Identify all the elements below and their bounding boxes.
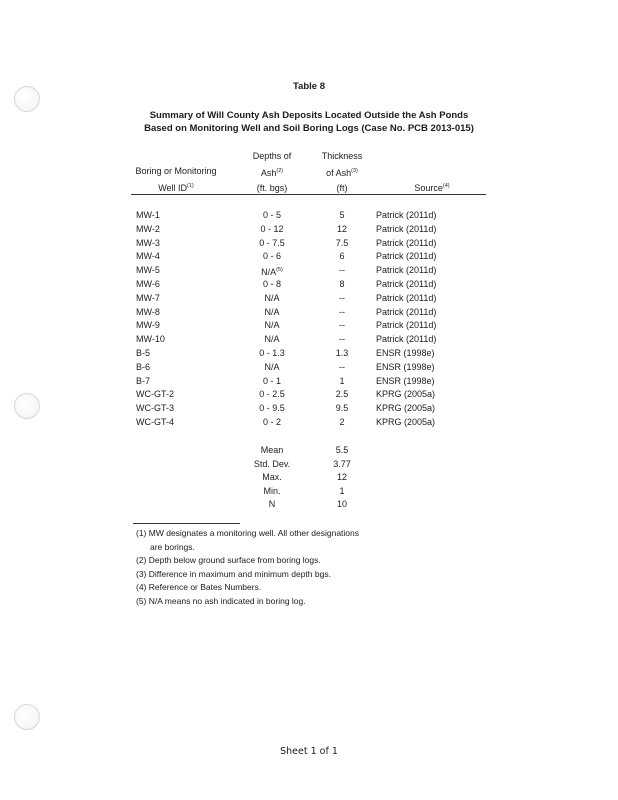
depth-cell <box>240 374 304 388</box>
header-thickness: Thickness of Ash$^{(3)}$ (ft) <box>321 151 363 193</box>
source-cell: Patrick (2011d) <box>376 251 437 262</box>
source-cell: Patrick (2011d) <box>376 279 437 289</box>
well-id-cell: MW-9 <box>136 320 160 331</box>
depth-cell <box>240 305 304 319</box>
source-cell: KPRG (2005a) <box>376 403 436 414</box>
stat-label: N <box>268 499 276 510</box>
stat-label: Mean <box>260 445 284 455</box>
depth-value: 0 - 2 <box>262 417 281 427</box>
depth-cell <box>240 415 304 429</box>
source-cell: ENSR (1998e) <box>376 348 435 358</box>
source-cell: ENSR (1998e) <box>376 375 435 386</box>
table-row <box>0 291 618 305</box>
well-id-cell: MW-3 <box>136 237 160 248</box>
footnote-rule <box>133 523 240 524</box>
depth-cell <box>240 208 304 222</box>
footnote-line: (1) MW designates a monitoring well. All other designations <box>136 528 359 538</box>
depth-value: 0 - 12 <box>260 223 284 234</box>
thickness-cell: 7.5 <box>335 237 349 248</box>
source-cell: Patrick (2011d) <box>376 320 437 331</box>
well-id-cell: B-7 <box>136 375 151 386</box>
footnote-line: are borings. <box>150 541 195 552</box>
stat-value: 1 <box>339 485 345 496</box>
well-id-cell: MW-8 <box>136 306 160 317</box>
table-subtitle-line-1: Summary of Will County Ash Deposits Located Outside the Ash Ponds <box>149 110 469 121</box>
thickness-cell: -- <box>339 292 345 303</box>
table-row <box>0 346 618 360</box>
stat-label: Max. <box>262 472 282 483</box>
thickness-cell: -- <box>339 334 345 345</box>
depth-cell <box>240 249 304 263</box>
thickness-cell: 8 <box>339 279 345 289</box>
source-cell: Patrick (2011d) <box>376 334 437 345</box>
depth-value: N/A <box>264 292 280 303</box>
depth-cell <box>240 318 304 332</box>
well-id-cell: WC-GT-2 <box>136 389 174 400</box>
depth-cell <box>240 277 304 291</box>
well-id-cell: MW-5 <box>136 265 160 276</box>
depth-value: 0 - 6 <box>262 251 281 262</box>
thickness-cell: 5 <box>339 210 345 220</box>
well-id-cell: WC-GT-3 <box>136 403 174 414</box>
table-row <box>0 332 618 346</box>
depth-cell <box>240 332 304 346</box>
footnote-line: (2) Depth below ground surface from boring logs. <box>136 555 321 566</box>
depth-cell <box>240 291 304 305</box>
header-depth: Depths of Ash$^{(2)}$ (ft. bgs) <box>252 151 292 193</box>
source-cell: Patrick (2011d) <box>376 210 437 220</box>
depth-cell <box>240 387 304 401</box>
stat-value: 5.5 <box>335 445 349 455</box>
stat-row <box>0 484 618 498</box>
source-cell: Patrick (2011d) <box>376 292 437 303</box>
table-row <box>0 387 618 401</box>
well-id-cell: MW-6 <box>136 279 160 289</box>
depth-cell <box>240 360 304 374</box>
table-row <box>0 249 618 263</box>
depth-value: N/A <box>264 334 280 345</box>
source-cell: Patrick (2011d) <box>376 265 437 276</box>
stat-label: Min. <box>263 485 281 496</box>
sheet-number: Sheet 1 of 1 <box>280 746 338 757</box>
thickness-cell: 2 <box>339 417 345 427</box>
well-id-cell: B-5 <box>136 348 151 358</box>
depth-cell <box>240 346 304 360</box>
thickness-cell: 12 <box>336 223 347 234</box>
source-cell: Patrick (2011d) <box>376 237 437 248</box>
depth-cell <box>240 401 304 415</box>
stat-value: 3.77 <box>333 458 351 469</box>
depth-value: N/A <box>264 320 280 331</box>
thickness-cell: 9.5 <box>335 403 349 414</box>
footnote-line: (3) Difference in maximum and minimum depth bgs. <box>136 568 331 579</box>
well-id-cell: MW-4 <box>136 251 160 262</box>
source-cell: Patrick (2011d) <box>376 223 437 234</box>
header-rule <box>131 194 486 195</box>
depth-footnote-ref: (5) <box>276 267 283 274</box>
table-row <box>0 374 618 388</box>
depth-cell <box>240 236 304 250</box>
table-row <box>0 222 618 236</box>
table-row <box>0 236 618 250</box>
thickness-cell: 1.3 <box>335 348 349 358</box>
table-row <box>0 415 618 429</box>
depth-value: N/A <box>261 267 277 278</box>
table-row <box>0 305 618 319</box>
depth-value: 0 - 5 <box>262 210 281 220</box>
table-row <box>0 208 618 222</box>
thickness-cell: 2.5 <box>335 389 349 400</box>
well-id-cell: MW-1 <box>136 210 160 220</box>
source-cell: KPRG (2005a) <box>376 417 436 427</box>
table-row <box>0 318 618 332</box>
stat-row <box>0 470 618 484</box>
table-row <box>0 277 618 291</box>
table-row <box>0 360 618 374</box>
source-cell: ENSR (1998e) <box>376 361 435 372</box>
thickness-cell: 1 <box>339 375 345 386</box>
table-row <box>0 263 618 277</box>
depth-value: 0 - 7.5 <box>259 237 285 248</box>
source-cell: Patrick (2011d) <box>376 306 437 317</box>
depth-value: 0 - 1 <box>262 375 281 386</box>
thickness-cell: -- <box>339 320 345 331</box>
depth-cell <box>240 222 304 236</box>
stat-row <box>0 443 618 457</box>
depth-value: 0 - 9.5 <box>259 403 285 414</box>
depth-value: N/A <box>264 361 280 372</box>
depth-value: N/A <box>264 306 280 317</box>
stat-row <box>0 497 618 511</box>
stat-label: Std. Dev. <box>253 458 291 469</box>
table-title: Table 8 <box>292 81 326 92</box>
header-well-id: Boring or Monitoring Well ID$^{(1)}$ <box>135 166 217 193</box>
thickness-cell: -- <box>339 306 345 317</box>
header-source: Source$^{(4)}$ <box>414 183 450 193</box>
depth-value: 0 - 2.5 <box>259 389 285 400</box>
thickness-cell: -- <box>339 361 345 372</box>
well-id-cell: B-6 <box>136 361 151 372</box>
stat-row <box>0 457 618 471</box>
well-id-cell: MW-10 <box>136 334 165 345</box>
well-id-cell: MW-7 <box>136 292 160 303</box>
footnote-line: (5) N/A means no ash indicated in boring log. <box>136 596 306 606</box>
stat-value: 12 <box>336 472 347 483</box>
thickness-cell: -- <box>339 265 345 276</box>
stat-value: 10 <box>336 499 347 510</box>
table-subtitle-line-2: Based on Monitoring Well and Soil Boring Logs (Case No. PCB 2013-015) <box>144 123 474 134</box>
footnote-line: (4) Reference or Bates Numbers. <box>136 582 262 593</box>
binder-hole <box>14 704 40 730</box>
thickness-cell: 6 <box>339 251 345 262</box>
source-cell: KPRG (2005a) <box>376 389 436 400</box>
table-row <box>0 401 618 415</box>
depth-value: 0 - 8 <box>262 279 281 289</box>
well-id-cell: WC-GT-4 <box>136 417 174 427</box>
depth-value: 0 - 1.3 <box>259 348 285 358</box>
well-id-cell: MW-2 <box>136 223 160 234</box>
